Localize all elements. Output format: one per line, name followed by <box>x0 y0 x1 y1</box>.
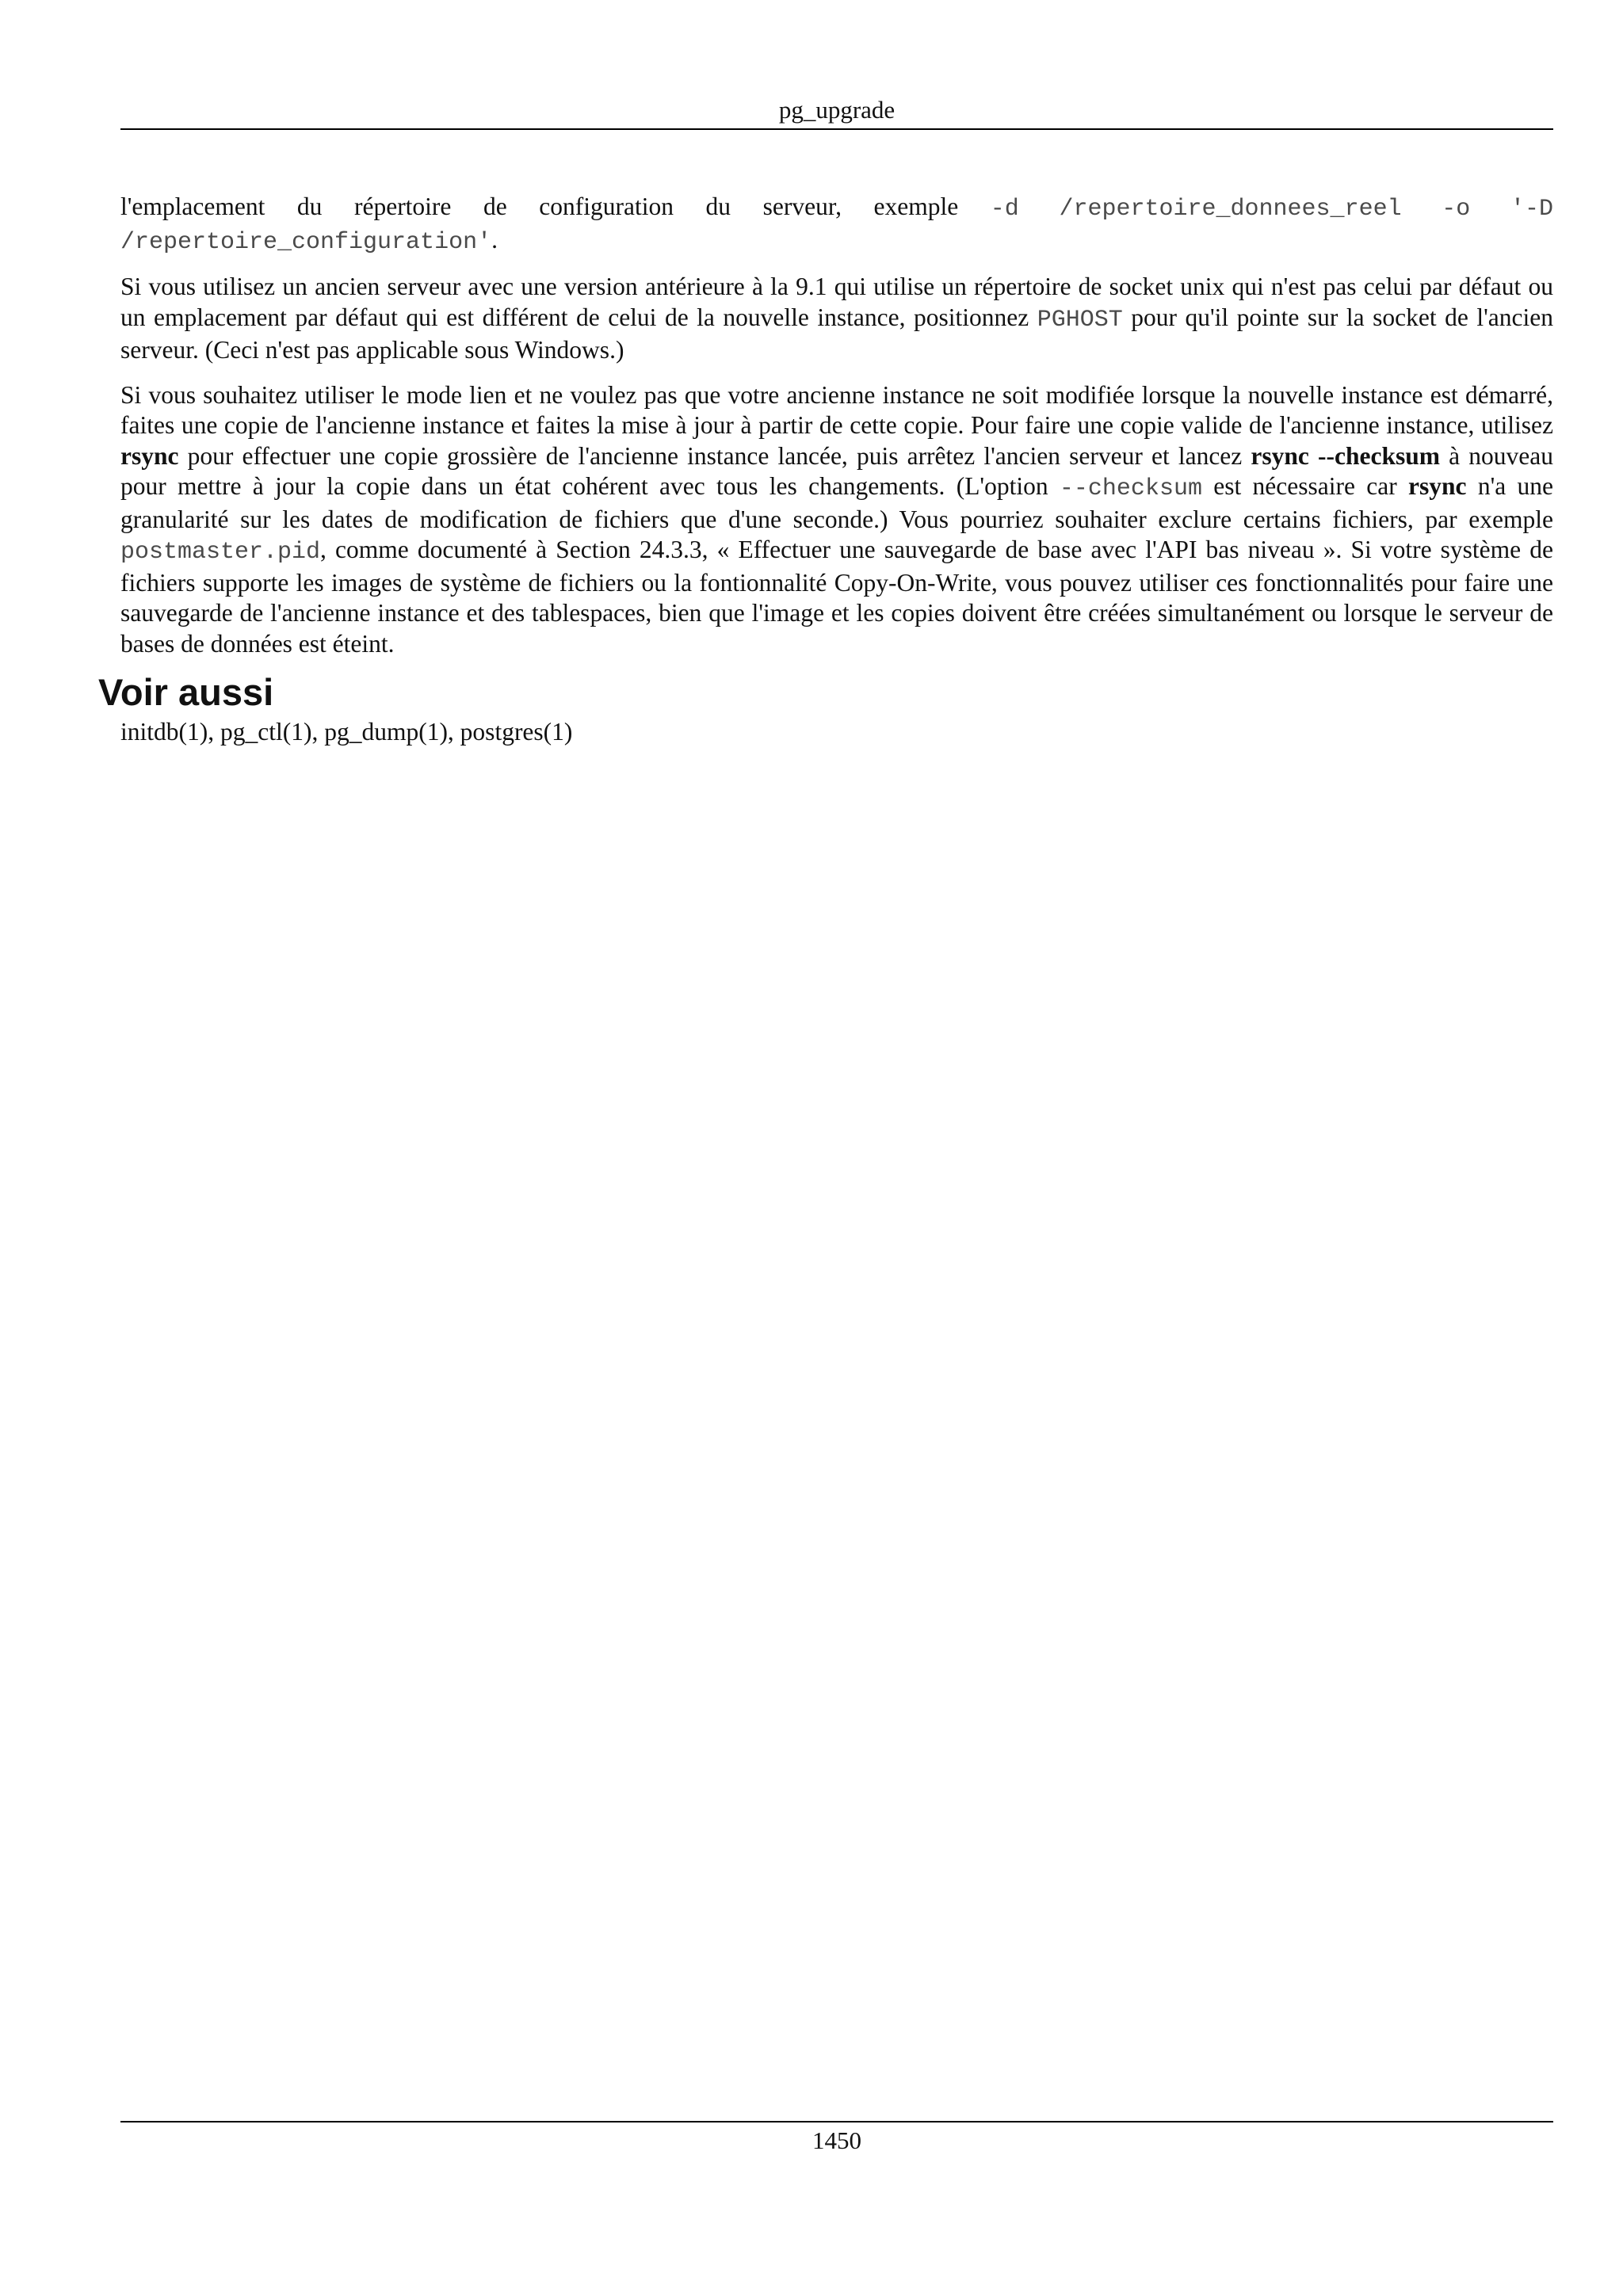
paragraph-text: l'emplacement du répertoire de configuration du serveur, exemple <box>120 193 991 220</box>
see-also-references: initdb(1), pg_ctl(1), pg_dump(1), postgres(1) <box>120 718 573 746</box>
command-name: rsync --checksum <box>1251 441 1441 470</box>
inline-code: PGHOST <box>1037 306 1123 334</box>
inline-code: -d /repertoire_donnees_reel -o '-D /repertoire_configuration' <box>120 196 1553 256</box>
paragraph-text: Si vous utilisez un ancien serveur avec une version antérieure à la 9.1 qui utilise un répertoire de socket unix qui n'est pas celui par défaut ou un emplacement par défaut qui est différent de celui de la nouvelle instance, positionnez <box>120 273 1553 331</box>
footer-rule <box>120 2121 1553 2122</box>
page-number: 1450 <box>812 2126 861 2154</box>
document-body <box>120 192 1553 673</box>
paragraph-text: n'a une granularité sur les dates de modification de fichiers que d'une seconde.) Vous pourriez souhaiter exclure certains fichiers, par exemple <box>120 472 1554 533</box>
paragraph-config-directory <box>120 192 1553 257</box>
paragraph-text: est nécessaire car <box>1201 472 1409 500</box>
paragraph-link-mode <box>120 380 1553 660</box>
paragraph-text: pour effectuer une copie grossière de l'ancienne instance lancée, puis arrêtez l'ancien serveur et lancez <box>178 441 1251 470</box>
paragraph-text: à nouveau pour mettre à jour la copie dans un état cohérent avec tous les changements. (L'option <box>120 441 1553 500</box>
header-rule <box>120 128 1553 130</box>
command-name: rsync <box>120 441 179 470</box>
paragraph-text: , comme documenté à Section 24.3.3, « Effectuer une sauvegarde de base avec l'API bas niveau ». Si votre système de fichiers supporte les images de système de fichiers ou la fontionnalité Copy-On-Write, vous pouvez utiliser ces fonctionnalités pour faire une sauvegarde de l'ancienne instance et des tablespaces, bien que l'image et les copies doivent être créées simultanément ou lorsque le serveur de bases de données est éteint. <box>120 536 1553 658</box>
page-header-title: pg_upgrade <box>778 96 896 124</box>
paragraph-pghost <box>120 272 1553 366</box>
paragraph-text: . <box>491 225 498 254</box>
inline-code: postmaster.pid <box>120 539 321 566</box>
inline-code: --checksum <box>1059 475 1202 502</box>
paragraph-text: pour qu'il pointe sur la socket de l'ancien serveur. (Ceci n'est pas applicable sous Windows.) <box>120 303 1553 364</box>
command-name: rsync <box>1408 472 1467 500</box>
section-title-voir-aussi: Voir aussi <box>98 671 274 713</box>
paragraph-text: Si vous souhaitez utiliser le mode lien et ne voulez pas que votre ancienne instance ne soit modifiée lorsque la nouvelle instance est démarré, faites une copie de l'ancienne instance et faites la mise à jour à partir de cette copie. Pour faire une copie valide de l'ancienne instance, utilisez <box>120 380 1553 439</box>
